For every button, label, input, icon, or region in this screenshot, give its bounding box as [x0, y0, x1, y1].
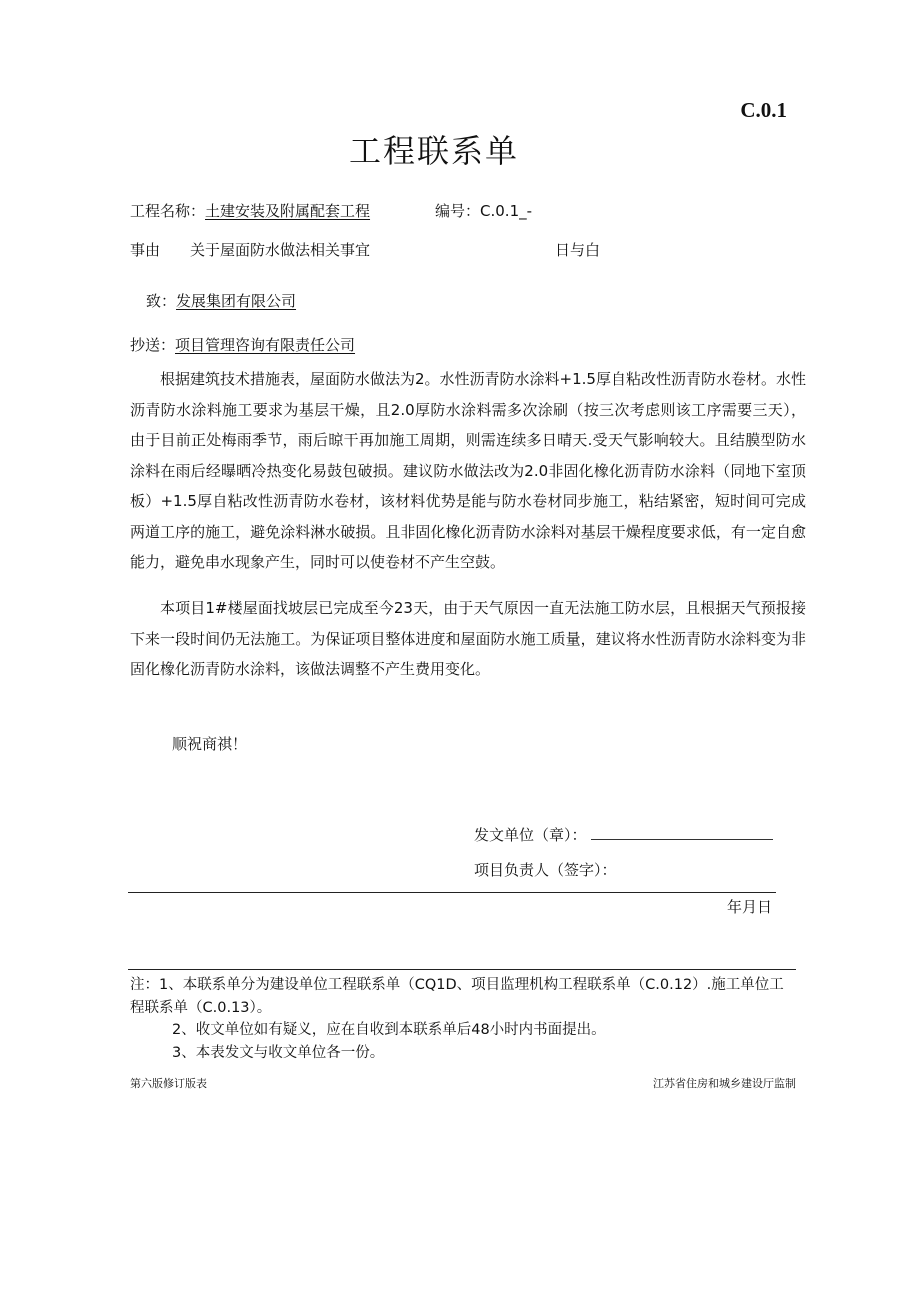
- body-paragraph-1: 根据建筑技术措施表，屋面防水做法为2。水性沥青防水涂料+1.5厚自粘改性沥青防水卷材。水性沥青防水涂料施工要求为基层干燥，且2.0厚防水涂料需多次涂刷（按三次考虑则该工序需要三天），由于目前正处梅雨季节，雨后晾干再加施工周期，则需连续多日晴天.受天气影响较大。且结膜型防水涂料在雨后经曝晒冷热变化易鼓包破损。建议防水做法改为2.0非固化橡化沥青防水涂料（同地下室顶板）+1.5厚自粘改性沥青防水卷材，该材料优势是能与防水卷材同步施工，粘结紧密，短时间可完成两道工序的施工，避免涂料淋水破损。且非固化橡化沥青防水涂料对基层干燥程度要求低，有一定自愈能力，避免串水现象产生，同时可以使卷材不产生空鼓。: [130, 370, 806, 571]
- note-1: 注：1、本联系单分为建设单位工程联系单（CQ1D、项目监理机构工程联系单（C.0.12）.施工单位工程联系单（C.0.13）。: [130, 977, 784, 1016]
- issuer-label: 发文单位（章）：: [474, 826, 587, 844]
- number-row: [435, 200, 532, 222]
- number-label: 编号：: [435, 202, 481, 220]
- number-value: C.0.1_-: [480, 202, 533, 220]
- cc-row: [130, 334, 355, 356]
- footer-left: 第六版修订版表: [130, 1077, 207, 1090]
- date-top: 日与白: [555, 241, 601, 259]
- closing-text: 顺祝商祺！: [172, 735, 248, 753]
- leader-label: 项目负责人（签字）：: [474, 861, 617, 879]
- signature-divider: [128, 892, 776, 893]
- date-bottom: 年月日: [727, 898, 773, 916]
- to-row: [146, 290, 296, 312]
- project-name-value: 土建安装及附属配套工程: [205, 202, 371, 220]
- to-value: 发展集团有限公司: [176, 292, 297, 310]
- subject-value: 关于屋面防水做法相关事宜: [190, 241, 371, 259]
- notes-divider: [128, 969, 796, 970]
- subject-label: 事由: [130, 241, 161, 259]
- page-title: 工程联系单: [348, 132, 519, 170]
- project-name-row: [130, 200, 370, 222]
- issuer-signature-line: [591, 825, 773, 840]
- footer-right: 江苏省住房和城乡建设厅监制: [653, 1077, 796, 1090]
- cc-label: 抄送：: [130, 336, 176, 354]
- to-label: 致：: [146, 292, 177, 310]
- issuer-row: [474, 824, 773, 846]
- note-2: 2、收文单位如有疑义，应在自收到本联系单后48小时内书面提出。: [172, 1022, 606, 1038]
- project-name-label: 工程名称：: [130, 202, 206, 220]
- note-3: 3、本表发文与收文单位各一份。: [172, 1045, 385, 1061]
- form-code: C.0.1: [740, 98, 787, 122]
- body-paragraph-2: 本项目1#楼屋面找坡层已完成至今23天，由于天气原因一直无法施工防水层，且根据天气预报接下来一段时间仍无法施工。为保证项目整体进度和屋面防水施工质量，建议将水性沥青防水涂料变为非固化橡化沥青防水涂料，该做法调整不产生费用变化。: [130, 599, 806, 678]
- cc-value: 项目管理咨询有限责任公司: [175, 336, 356, 354]
